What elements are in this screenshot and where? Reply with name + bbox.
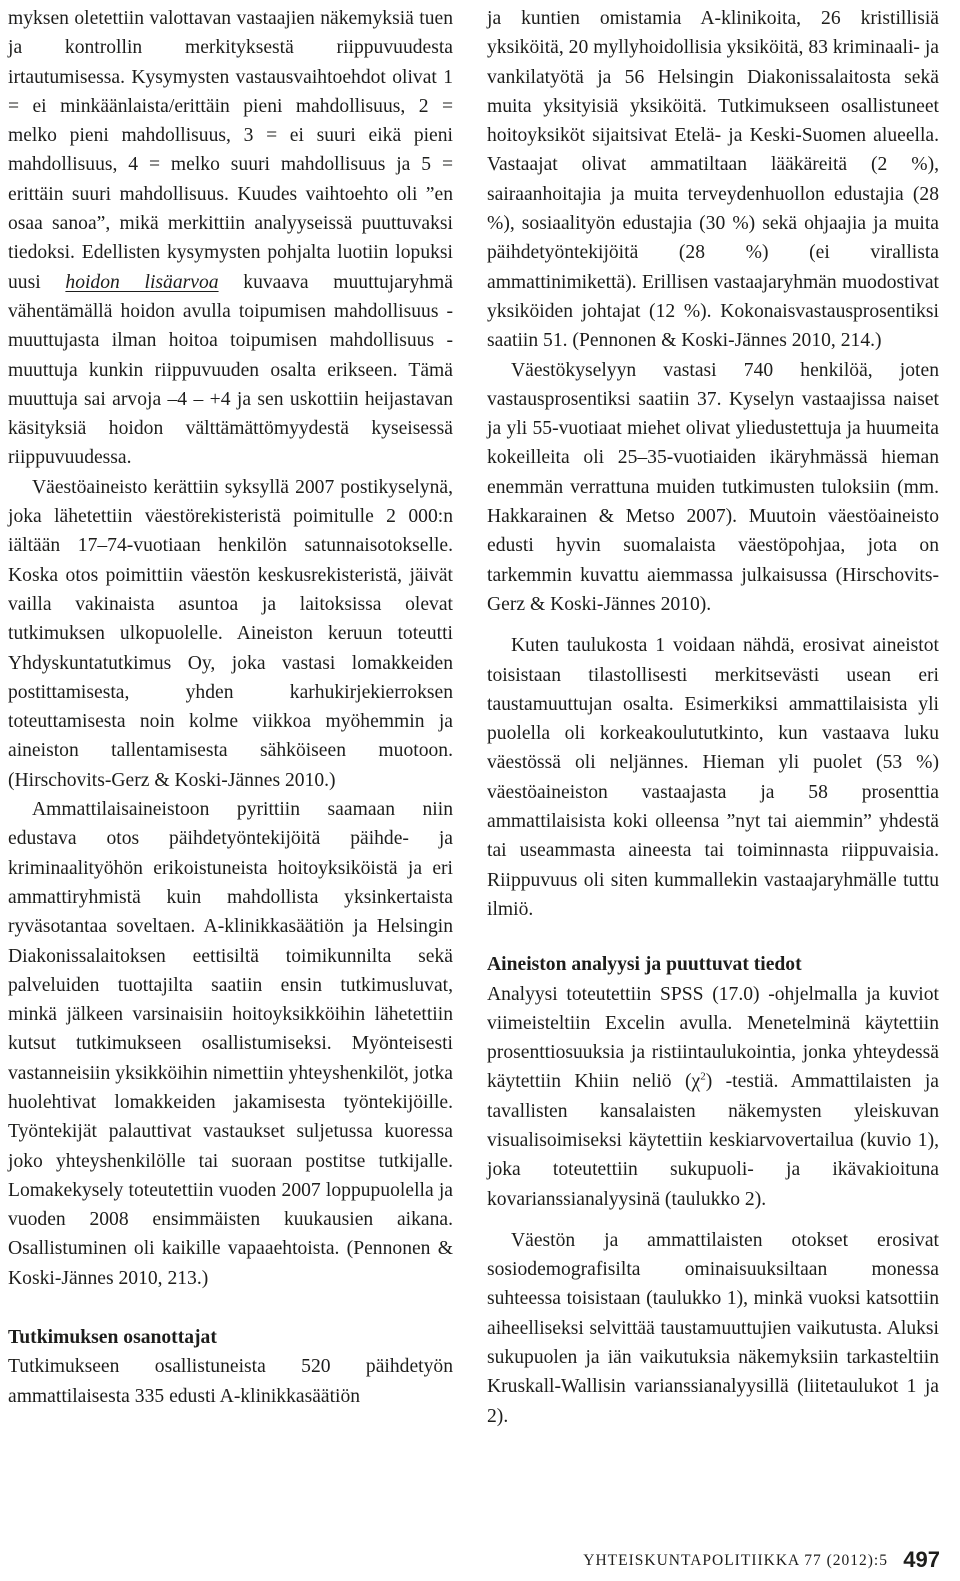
paragraph-sample-differences: Väestön ja ammattilaisten otokset erosivat sosiodemografisilta ominaisuuksiltaan monessa suhteessa toisistaan (taulukko 1), minkä vuoksi katsottiin aiheelliseksi selvittää taustamuuttujien vaikutusta. Aluksi sukupuolen ja iän vaikutuksia näkemyksiin tarkasteltiin Kruskall-Wallisin varianssianalyysillä (liitetaulukot 1 ja 2). — [487, 1229, 939, 1427]
paragraph-method-questions: myksen oletettiin valottavan vastaajien näkemyksiä tuen ja kontrollin merkityksestä riippuvuudesta irtautumisessa. Kysymysten vastausvaihtoehdot olivat 1 = ei minkäänlaista/erittäin pieni mahdollisuus, 2 = melko pieni mahdollisuus, 3 = ei suuri eikä pieni mahdollisuus, 4 = melko suuri mahdollisuus ja 5 = erittäin suuri mahdollisuus. Kuudes vaihtoehto oli ”en osaa sanoa”, mikä merkittiin analyyseissä puuttuvaksi tiedoksi. Edellisten kysymysten pohjalta luotiin lopuksi uusi hoidon lisäarvoa kuvaava muuttujaryhmä vähentämällä hoidon avulla toipumisen mahdollisuus -muuttujasta ilman hoitoa toipumisen mahdollisuus -muuttuja kunkin riippuvuuden osalta erikseen. Tämä muuttuja sai arvoja –4 – +4 ja sen uskottiin heijastavan käsityksiä hoidon välttämättömyydestä kyseisessä riippuvuudessa. — [8, 8, 453, 469]
left-column — [8, 4, 453, 1411]
paragraph-participants: Tutkimukseen osallistuneista 520 päihdetyön ammattilaisesta 335 edusti A-klinikkasäätiön — [8, 1356, 453, 1407]
journal-citation: YHTEISKUNTAPOLITIIKKA 77 (2012):5 — [583, 1552, 888, 1569]
right-column — [487, 4, 939, 1431]
paragraph-professional-data: Ammattilaisaineistoon pyrittiin saamaan niin edustava otos päihdetyöntekijöitä päihde- ja kriminaalityöhön erikoistuneista hoitoyksiköistä ja eri ammattiryhmistä kuin mahdollista yksinkertaista ryväsotantaa soveltaen. A-klinikkasäätiön ja Helsingin Diakonissalaitoksen eettisiltä toimikunnilta sekä palveluiden tuottajilta saatiin ensin tutkimusluvat, minkä jälkeen varsinaisiin hoitoyksikköihin lähetettiin kutsut tutkimukseen osallistumiseksi. Myönteisesti vastanneisiin yksikköihin nimettiin yhteyshenkilöt, jotka huolehtivat lomakkeiden jakamisesta työntekijöille. Työntekijät palauttivat vastaukset suljetussa kuoressa joko yhteyshenkilölle tai suoraan postitse tutkijalle. Lomakekysely toteutettiin vuoden 2007 loppupuolella ja vuoden 2008 ensimmäisten kuukausien aikana. Osallistuminen oli kaikille vapaaehtoista. (Pennonen & Koski-Jännes 2010, 213.) — [8, 799, 453, 1289]
paragraph-participants-continued: ja kuntien omistamia A-klinikoita, 26 kristillisiä yksiköitä, 20 myllyhoidollisia yksiköitä, 83 kriminaali- ja vankilatyötä ja 56 Helsingin Diakonissalaitosta sekä muita yksityisiä yksiköitä. Tutkimukseen osallistuneet hoitoyksiköt sijaitsivat Etelä- ja Keski-Suomen alueella. Vastaajat olivat ammatiltaan lääkäreitä (2 %), sairaanhoitajia ja muita terveydenhuollon edustajia (28 %), sosiaalityön edustajia (30 %) sekä ohjaajia ja muita päihdetyöntekijöitä (28 %) (ei virallista ammattinimikettä). Erillisen vastaajaryhmän muodostivat yksiköiden johtajat (12 %). Kokonaisvastausprosentiksi saatiin 51. (Pennonen & Koski-Jännes 2010, 214.) — [487, 8, 939, 352]
paragraph-population-respondents: Väestökyselyyn vastasi 740 henkilöä, joten vastausprosentiksi saatiin 37. Kyselyn vastaajissa naiset ja yli 55-vuotiaat miehet olivat yliedustettuja ja huumeita kokeilleita oli 25–35-vuotiaiden ikäryhmässä hieman enemmän verrattuna muiden tutkimusten tuloksiin (mm. Hakkarainen & Metso 2007). Muutoin väestöaineisto edusti hyvin suomalaista väestöpohjaa, jota on tarkemmin kuvattu aiemmassa julkaisussa (Hirschovits-Gerz & Koski-Jännes 2010). — [487, 359, 939, 615]
section-heading-analysis: Aineiston analyysi ja puuttuvat tiedot — [487, 954, 802, 976]
italic-term: hoidon lisäarvoa — [65, 271, 219, 293]
page-number: 497 — [903, 1547, 940, 1572]
paragraph-analysis-methods: Analyysi toteutettiin SPSS (17.0) -ohjelmalla ja kuviot viimeisteltiin Excelin avulla. Menetelminä käytettiin prosenttiosuuksia ja ristiintaulukointia, jonka yhteydessä käytettiin Khiin neliö $(\chi^2)$ -testiä. Ammattilaisten ja tavallisten kansalaisten näkemysten yleiskuvan visualisoimiseksi käytettiin keskiarvovertailua (kuvio 1), joka toteutettiin sukupuoli- ja ikävakioituna kovarianssianalyysinä (taulukko 2). — [487, 983, 939, 1210]
paragraph-table-comparison: Kuten taulukosta 1 voidaan nähdä, erosivat aineistot toisistaan tilastollisesti merkitsevästi usean eri taustamuuttujan osalta. Esimerkiksi ammattilaisista yli puolella oli korkeakoulututkinto, kun vastaava luku väestössä oli neljännes. Hieman yli puolet (53 %) väestöaineiston vastaajasta ja 58 prosenttia ammattilaisista koki olleensa ”nyt tai aiemmin” yhdestä tai useammasta aineesta tai toiminnasta riippuvaisia. Riippuvuus oli siten kummallekin vastaajaryhmälle tuttu ilmiö. — [487, 635, 939, 920]
section-heading-participants: Tutkimuksen osanottajat — [8, 1327, 217, 1349]
page-footer — [560, 1546, 940, 1576]
paragraph-population-data: Väestöaineisto kerättiin syksyllä 2007 postikyselynä, joka lähetettiin väestörekisteristä poimitulle 2 000:n iältään 17–74-vuotiaan henkilön satunnaisotokselle. Koska otos poimittiin väestön keskusrekisteristä, jäivät vailla vakinaista asuntoa ja laitoksissa olevat tutkimuksen ulkopuolelle. Aineiston keruun toteutti Yhdyskuntatutkimus Oy, joka vastasi lomakkeiden postittamisesta, yhden karhukirjekierroksen toteuttamisesta noin kolme viikkoa myöhemmin ja aineiston tallentamisesta sähköiseen muotoon. (Hirschovits-Gerz & Koski-Jännes 2010.) — [8, 476, 453, 791]
